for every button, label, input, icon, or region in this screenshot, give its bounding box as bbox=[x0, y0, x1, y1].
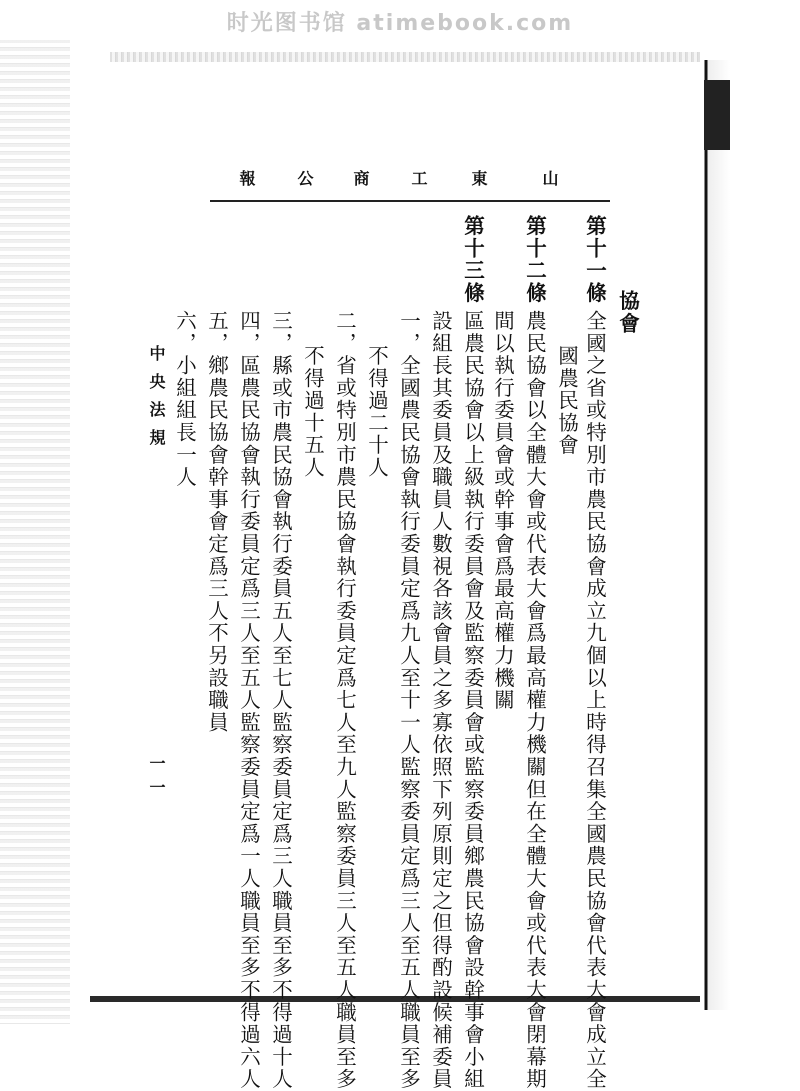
scan-edge-top bbox=[110, 52, 700, 62]
article-text: 區農民協會以上級執行委員會及監察委員會或監察委員鄉農民協會設幹事會小組 bbox=[460, 310, 485, 1091]
header-char: 山 bbox=[540, 170, 559, 186]
header-rule bbox=[210, 200, 610, 202]
header-char: 東 bbox=[469, 170, 488, 186]
scan-edge-bottom bbox=[90, 996, 700, 1002]
header-char: 商 bbox=[351, 170, 370, 186]
list-item-continued: 不得過十五人 bbox=[300, 345, 325, 479]
scan-edge-right bbox=[700, 60, 730, 1010]
header-char: 報 bbox=[237, 170, 256, 186]
list-item: 三，縣或市農民協會執行委員五人至七人監察委員定爲三人職員至多不得過十人 bbox=[268, 310, 293, 1091]
article-text: 間以執行委員會或幹事會爲最高權力機關 bbox=[490, 310, 515, 712]
scan-edge-left bbox=[0, 40, 70, 1024]
header-char: 工 bbox=[409, 170, 428, 186]
article-label: 第十一條 bbox=[582, 215, 607, 305]
header-char: 公 bbox=[295, 170, 314, 186]
article-text: 農民協會以全體大會或代表大會爲最高權力機關但在全體大會或代表大會閉幕期 bbox=[522, 310, 547, 1091]
list-item: 六，小組組長一人 bbox=[172, 310, 197, 489]
section-title: 協會 bbox=[615, 290, 640, 335]
watermark: 时光图书馆 atimebook.com bbox=[226, 11, 574, 36]
article-text: 設組長其委員及職員人數視各該會員之多寡依照下列原則定之但得酌設候補委員 bbox=[428, 310, 453, 1091]
article-label: 第十二條 bbox=[522, 215, 547, 305]
list-item: 二，省或特別市農民協會執行委員定爲七人至九人監察委員三人至五人職員至多 bbox=[332, 310, 357, 1091]
article-label: 第十三條 bbox=[460, 215, 485, 305]
article-text: 全國之省或特別市農民協會成立九個以上時得召集全國農民協會代表大會成立全 bbox=[582, 310, 607, 1091]
footer-source: 中央法規 bbox=[147, 345, 166, 457]
article-text: 國農民協會 bbox=[554, 345, 579, 457]
list-item-continued: 不得過二十人 bbox=[364, 345, 389, 479]
list-item: 一，全國農民協會執行委員定爲九人至十一人監察委員定爲三人至五人職員至多 bbox=[396, 310, 421, 1091]
list-item: 四，區農民協會執行委員定爲三人至五人監察委員定爲一人職員至多不得過六人 bbox=[236, 310, 261, 1091]
page-number: 一一 bbox=[147, 755, 166, 803]
list-item: 五，鄉農民協會幹事會定爲三人不另設職員 bbox=[204, 310, 229, 734]
scan-edge-right-block bbox=[704, 80, 730, 150]
